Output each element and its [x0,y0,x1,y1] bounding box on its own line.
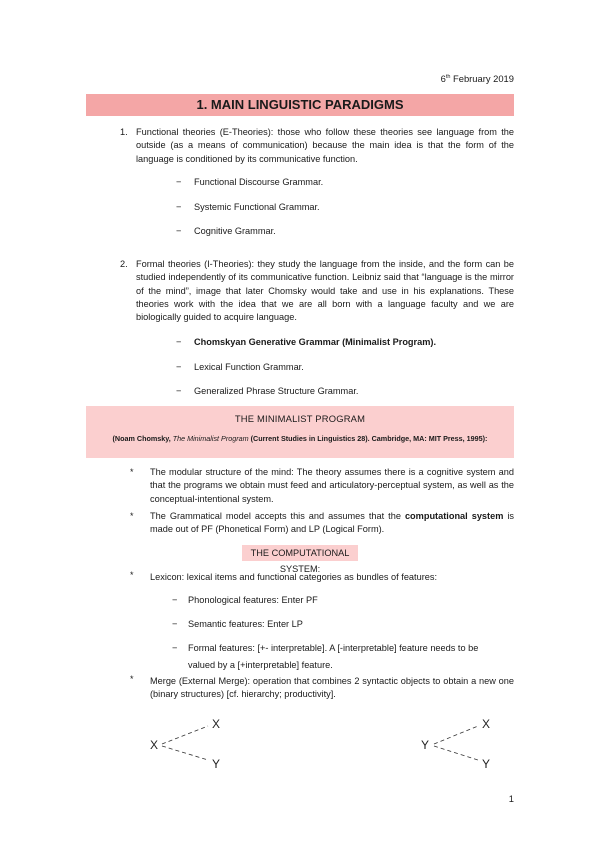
minimalist-program-heading: THE MINIMALIST PROGRAM [234,413,366,424]
minimalist-program-citation: (Noam Chomsky, The Minimalist Program (Current Studies in Linguistics 28). Cambridge, MA: MIT Press, 1995): [112,434,488,443]
list-item-text: Functional theories (E-Theories): those who follow these theories see language from the outside (as a means of communication) because the main idea is that the form of the language is conditioned by its communicative function. [136,127,514,164]
list-item-text: Formal theories (I-Theories): they study the language from the inside, and the form can be studied independently of its communicative function. Leibniz said that “language is the mirror of the mind”, image that later Chomsky would take and use in his explanations. These theories work with the idea that we are all born with a language faculty and we are biologically guided to acquire language. [136,259,514,323]
dash-marker: − [176,386,182,396]
dash-marker: − [176,202,182,212]
dash-marker: − [172,619,178,629]
sub-item-text: Systemic Functional Grammar. [194,202,320,212]
bullet-merge: Merge (External Merge): operation that combines 2 syntactic objects to obtain a new one (binary structures) [cf. hierarchy; productivity]. [150,676,514,700]
bullet-grammatical-model: The Grammatical model accepts this and assumes that the computational system is made out of PF (Phonetical Form) and LP (Logical Form). [150,511,514,535]
sub-item-text: Generalized Phrase Structure Grammar. [194,386,359,396]
tree-branch-bottom [434,746,478,760]
bullet-modular-structure: The modular structure of the mind: The theory assumes there is a cognitive system and that the programs we obtain must feed and articulatory-perceptual system, as well as the conceptual-intentional system. [150,467,514,504]
bullet-marker: * [130,674,134,684]
list-item-functional-theories [120,126,514,166]
sub-item-text: Functional Discourse Grammar. [194,177,324,187]
dash-marker: − [176,362,182,372]
merge-tree-diagrams [0,700,600,780]
tree-branch-top [162,726,208,744]
section-title: 1. MAIN LINGUISTIC PARADIGMS [86,94,514,116]
tree-top-label: X [482,717,491,731]
minimalist-program-box [86,406,514,458]
feature-text: Formal features: [+- interpretable]. A [-interpretable] feature needs to be [188,643,479,653]
tree-branch-top [434,726,478,744]
feature-text: Phonological features: Enter PF [188,595,318,605]
list-item-formal-theories [120,258,514,325]
tree-root-label: Y [421,738,430,752]
tree-top-label: X [212,717,221,731]
tree-root-label: X [150,738,159,752]
dash-marker: − [172,643,178,653]
tree-bottom-label: Y [482,757,491,771]
dash-marker: − [176,177,182,187]
sub-item-text: Cognitive Grammar. [194,226,276,236]
bullet-lexicon: Lexicon: lexical items and functional categories as bundles of features: [150,572,438,582]
bullet-marker: * [130,570,134,580]
page-number: 1 [508,793,514,804]
tree-left [150,717,220,771]
tree-right [421,717,490,771]
document-date: 6th February 2019 [440,73,514,84]
sub-item-text: Chomskyan Generative Grammar (Minimalist Program). [194,337,437,347]
tree-branch-bottom [162,746,208,760]
dash-marker: − [176,226,182,236]
sub-item-text: Lexical Function Grammar. [194,362,304,372]
bullet-marker: * [130,511,134,521]
dash-marker: − [176,337,182,347]
feature-text: Semantic features: Enter LP [188,619,303,629]
feature-text: valued by a [+interpretable] feature. [188,660,333,670]
computational-system-heading: THE COMPUTATIONAL SYSTEM: [242,545,358,561]
dash-marker: − [172,595,178,605]
list-number: 1. [120,127,128,137]
bullet-marker: * [130,467,134,477]
list-number: 2. [120,259,128,269]
tree-bottom-label: Y [212,757,221,771]
